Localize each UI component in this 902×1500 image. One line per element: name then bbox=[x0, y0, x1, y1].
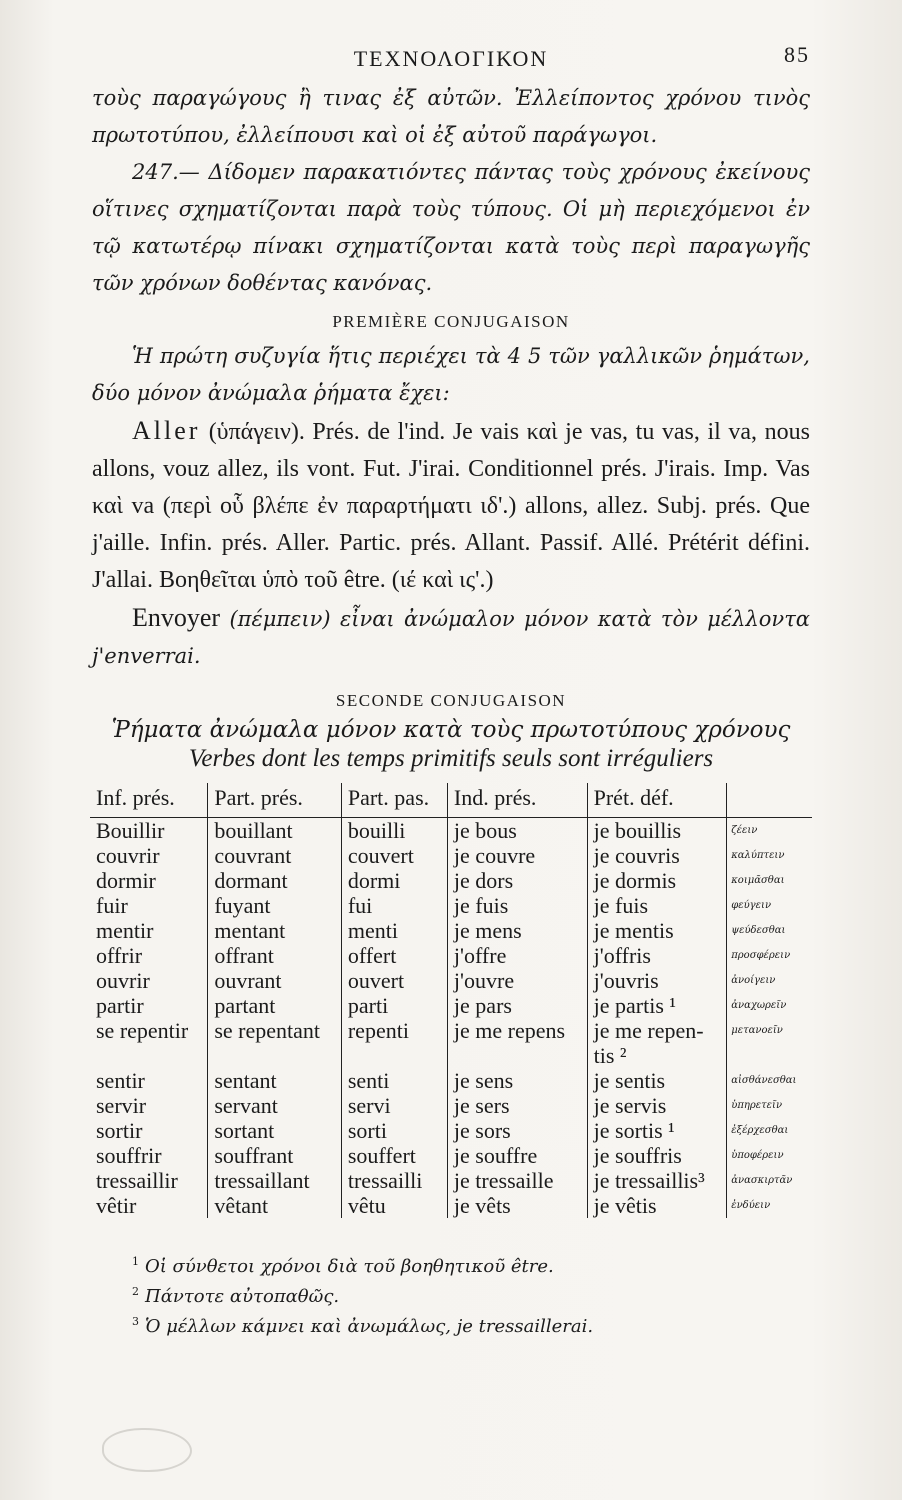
paragraph-247: 247.— Δίδομεν παρακατιόντες πάντας τοὺς χρόνους ἐκείνους οἵτινες σχηματίζονται παρὰ τοὺς τύπους. Οἱ μὴ περιεχόμενοι ἐν τῷ κατωτέρῳ πίνακι σχηματίζονται κατὰ τοὺς περὶ παραγωγῆς τῶν χρόνων δοθέντας κανόνας. bbox=[92, 160, 810, 295]
greek-gloss-cell bbox=[727, 1043, 812, 1068]
table-cell: tressaillir bbox=[96, 1168, 178, 1193]
table-cell: partant bbox=[208, 993, 342, 1018]
table-cell: je dors bbox=[447, 868, 587, 893]
greek-gloss-cell: καλύπτειν bbox=[727, 843, 812, 868]
table-cell: sentant bbox=[208, 1068, 342, 1093]
table-cell: senti bbox=[341, 1068, 447, 1093]
aller-text: (ὑπάγειν). Prés. de l'ind. Je vais καὶ je vas, tu vas, il va, nous allons, vouz allez, ils vont. Fut. J'irai. Conditionnel prés. J'irais. Imp. Vas καὶ va (περὶ οὗ βλέπε ἐν παραρτήματι ιδ'.) allons, allez. Subj. prés. Que j'aille. Infin. prés. Aller. Partic. prés. Allant. Passif. Allé. Prétérit défini. J'allai. Βοηθεῖται ὑπὸ τοῦ être. (ιέ καὶ ις'.) bbox=[92, 419, 810, 593]
table-cell: je mens bbox=[447, 918, 587, 943]
greek-gloss-cell: ψεύδεσθαι bbox=[727, 918, 812, 943]
table-row bbox=[90, 1043, 812, 1068]
table-cell: offert bbox=[341, 943, 447, 968]
table-cell: je sens bbox=[447, 1068, 587, 1093]
table-cell: je me repen- bbox=[587, 1018, 727, 1043]
table-cell: je partis ¹ bbox=[587, 993, 727, 1018]
table-cell: je me repens bbox=[447, 1018, 587, 1043]
first-conjugation-intro: Ἡ πρώτη συζυγία ἥτις περιέχει τὰ 4 5 τῶν γαλλικῶν ῥημάτων, δύο μόνον ἀνώμαλα ῥήματα ἔχει: bbox=[92, 344, 810, 405]
greek-gloss-cell: ζέειν bbox=[727, 818, 812, 844]
table-cell: vêtant bbox=[208, 1193, 342, 1218]
table-cell: offrir bbox=[96, 943, 143, 968]
table-cell: j'offris bbox=[587, 943, 727, 968]
table-cell bbox=[447, 1043, 587, 1068]
subtitle-greek: Ῥήματα ἀνώμαλα μόνον κατὰ τοὺς πρωτοτύπους χρόνους bbox=[111, 717, 791, 743]
envoyer-text: (πέμπειν) εἶναι ἀνώμαλον μόνον κατὰ τὸν μέλλοντα j'enverrai. bbox=[92, 607, 810, 668]
table-row bbox=[90, 1093, 812, 1118]
column-header: Ind. prés. bbox=[447, 783, 587, 818]
table-cell: ouvrir bbox=[96, 968, 150, 993]
table-cell: couvrir bbox=[96, 843, 160, 868]
table-body bbox=[90, 818, 812, 1219]
table-cell bbox=[341, 1043, 447, 1068]
table-row bbox=[90, 1018, 812, 1043]
table-cell: je couvris bbox=[587, 843, 727, 868]
table-cell: sentir bbox=[96, 1068, 145, 1093]
table-cell: sorti bbox=[341, 1118, 447, 1143]
library-stamp bbox=[102, 1428, 192, 1472]
column-header: Inf. prés. bbox=[90, 783, 208, 818]
table-cell: servant bbox=[208, 1093, 342, 1118]
envoyer-paragraph bbox=[92, 599, 810, 675]
table-cell: repenti bbox=[341, 1018, 447, 1043]
table-cell: j'ouvre bbox=[447, 968, 587, 993]
table-cell: je souffris bbox=[587, 1143, 727, 1168]
table-row bbox=[90, 1168, 812, 1193]
table-cell: je souffre bbox=[447, 1143, 587, 1168]
table-row bbox=[90, 818, 812, 844]
table-cell: fuyant bbox=[208, 893, 342, 918]
table-cell: je bouillis bbox=[587, 818, 727, 844]
greek-gloss-cell: ἀναχωρεῖν bbox=[727, 993, 812, 1018]
greek-gloss-cell: φεύγειν bbox=[727, 893, 812, 918]
table-cell: je servis bbox=[587, 1093, 727, 1118]
table-cell: fui bbox=[341, 893, 447, 918]
table-cell: mentant bbox=[208, 918, 342, 943]
table-cell: tis ² bbox=[587, 1043, 727, 1068]
table-cell: Bouillir bbox=[96, 818, 165, 843]
column-header bbox=[727, 783, 812, 818]
table-cell: mentir bbox=[96, 918, 154, 943]
table-row bbox=[90, 1068, 812, 1093]
table-cell: je pars bbox=[447, 993, 587, 1018]
table-cell: offrant bbox=[208, 943, 342, 968]
running-head bbox=[92, 36, 810, 80]
table-row bbox=[90, 943, 812, 968]
table-cell: couvert bbox=[341, 843, 447, 868]
greek-gloss-cell: ἐξέρχεσθαι bbox=[727, 1118, 812, 1143]
table-row bbox=[90, 1143, 812, 1168]
paragraph-continuation: τοὺς παραγώγους ἢ τινας ἐξ αὐτῶν. Ἐλλείποντος χρόνου τινὸς πρωτοτύπου, ἐλλείπουσι καὶ οἱ ἐξ αὐτοῦ παράγωγοι. bbox=[92, 86, 810, 147]
greek-gloss-cell: κοιμᾶσθαι bbox=[727, 868, 812, 893]
table-cell: je bous bbox=[447, 818, 587, 844]
table-cell: j'ouvris bbox=[587, 968, 727, 993]
table-cell: je dormis bbox=[587, 868, 727, 893]
table-cell bbox=[208, 1043, 342, 1068]
table-cell: ouvert bbox=[341, 968, 447, 993]
table-row bbox=[90, 968, 812, 993]
footnote-2: $^2$ Πάντοτε αὐτοπαθῶς. bbox=[132, 1285, 340, 1307]
table-cell: je tressaille bbox=[447, 1168, 587, 1193]
footnote-3: $^3$ Ὁ μέλλων κάμνει καὶ ἀνωμάλως, je tressaillerai. bbox=[132, 1315, 594, 1337]
table-cell: je sors bbox=[447, 1118, 587, 1143]
greek-gloss-cell: μετανοεῖν bbox=[727, 1018, 812, 1043]
table-cell: ouvrant bbox=[208, 968, 342, 993]
table-row bbox=[90, 893, 812, 918]
table-header-row bbox=[90, 783, 812, 818]
table-row bbox=[90, 843, 812, 868]
table-row bbox=[90, 868, 812, 893]
aller-paragraph bbox=[92, 412, 810, 599]
table-cell: dormant bbox=[208, 868, 342, 893]
table-cell: se repentant bbox=[208, 1018, 342, 1043]
table-cell: je fuis bbox=[447, 893, 587, 918]
table-cell: servi bbox=[341, 1093, 447, 1118]
table-cell: souffrant bbox=[208, 1143, 342, 1168]
table-cell: partir bbox=[96, 993, 144, 1018]
table-cell: servir bbox=[96, 1093, 147, 1118]
table-cell: parti bbox=[341, 993, 447, 1018]
table-cell: je couvre bbox=[447, 843, 587, 868]
table-row bbox=[90, 918, 812, 943]
table-cell: tressailli bbox=[341, 1168, 447, 1193]
table-cell: je fuis bbox=[587, 893, 727, 918]
greek-gloss-cell: ὑπηρετεῖν bbox=[727, 1093, 812, 1118]
table-cell: fuir bbox=[96, 893, 128, 918]
table-cell: dormir bbox=[96, 868, 156, 893]
table-cell: je tressaillis³ bbox=[587, 1168, 727, 1193]
greek-gloss-cell: ἐνδύειν bbox=[727, 1193, 812, 1218]
subtitle-french: Verbes dont les temps primitifs seuls sont irréguliers bbox=[188, 745, 714, 772]
running-title: ΤΕΧΝΟΛΟΓΙΚΟΝ bbox=[353, 46, 549, 71]
table-cell: dormi bbox=[341, 868, 447, 893]
table-cell: vêtir bbox=[96, 1193, 137, 1218]
table-row bbox=[90, 993, 812, 1018]
greek-gloss-cell: ἀνοίγειν bbox=[727, 968, 812, 993]
column-header: Prét. déf. bbox=[587, 783, 727, 818]
table-cell: je sentis bbox=[587, 1068, 727, 1093]
table-cell: tressaillant bbox=[208, 1168, 342, 1193]
envoyer-word: Envoyer bbox=[132, 603, 221, 632]
table-cell: je sers bbox=[447, 1093, 587, 1118]
column-header: Part. pas. bbox=[341, 783, 447, 818]
table-cell: se repentir bbox=[96, 1018, 189, 1043]
page-number: 85 bbox=[784, 42, 810, 67]
section-heading-first-conjugation: PREMIÈRE CONJUGAISON bbox=[332, 312, 570, 331]
table-cell: je mentis bbox=[587, 918, 727, 943]
table-cell: bouillant bbox=[208, 818, 342, 844]
table-row bbox=[90, 1193, 812, 1218]
table-cell: couvrant bbox=[208, 843, 342, 868]
table-row bbox=[90, 1118, 812, 1143]
table-cell: menti bbox=[341, 918, 447, 943]
table-cell: je sortis ¹ bbox=[587, 1118, 727, 1143]
table-cell: je vêts bbox=[447, 1193, 587, 1218]
greek-gloss-cell: ὑποφέρειν bbox=[727, 1143, 812, 1168]
table-cell: sortir bbox=[96, 1118, 143, 1143]
column-header: Part. prés. bbox=[208, 783, 342, 818]
table-cell: je vêtis bbox=[587, 1193, 727, 1218]
aller-word: Aller bbox=[132, 416, 201, 445]
table-cell: bouilli bbox=[341, 818, 447, 844]
greek-gloss-cell: προσφέρειν bbox=[727, 943, 812, 968]
greek-gloss-cell: ἀνασκιρτᾶν bbox=[727, 1168, 812, 1193]
footnotes bbox=[92, 1252, 810, 1342]
footnote-1: $^1$ Οἱ σύνθετοι χρόνοι διὰ τοῦ βοηθητικοῦ être. bbox=[132, 1255, 554, 1277]
irregular-verbs-table bbox=[90, 783, 812, 1218]
table-cell: souffrir bbox=[96, 1143, 162, 1168]
table-cell: vêtu bbox=[341, 1193, 447, 1218]
section-heading-second-conjugation: SECONDE CONJUGAISON bbox=[335, 691, 567, 710]
table-cell: j'offre bbox=[447, 943, 587, 968]
table-cell: souffert bbox=[341, 1143, 447, 1168]
table-cell: sortant bbox=[208, 1118, 342, 1143]
greek-gloss-cell: αἰσθάνεσθαι bbox=[727, 1068, 812, 1093]
table-cell bbox=[90, 1043, 208, 1068]
